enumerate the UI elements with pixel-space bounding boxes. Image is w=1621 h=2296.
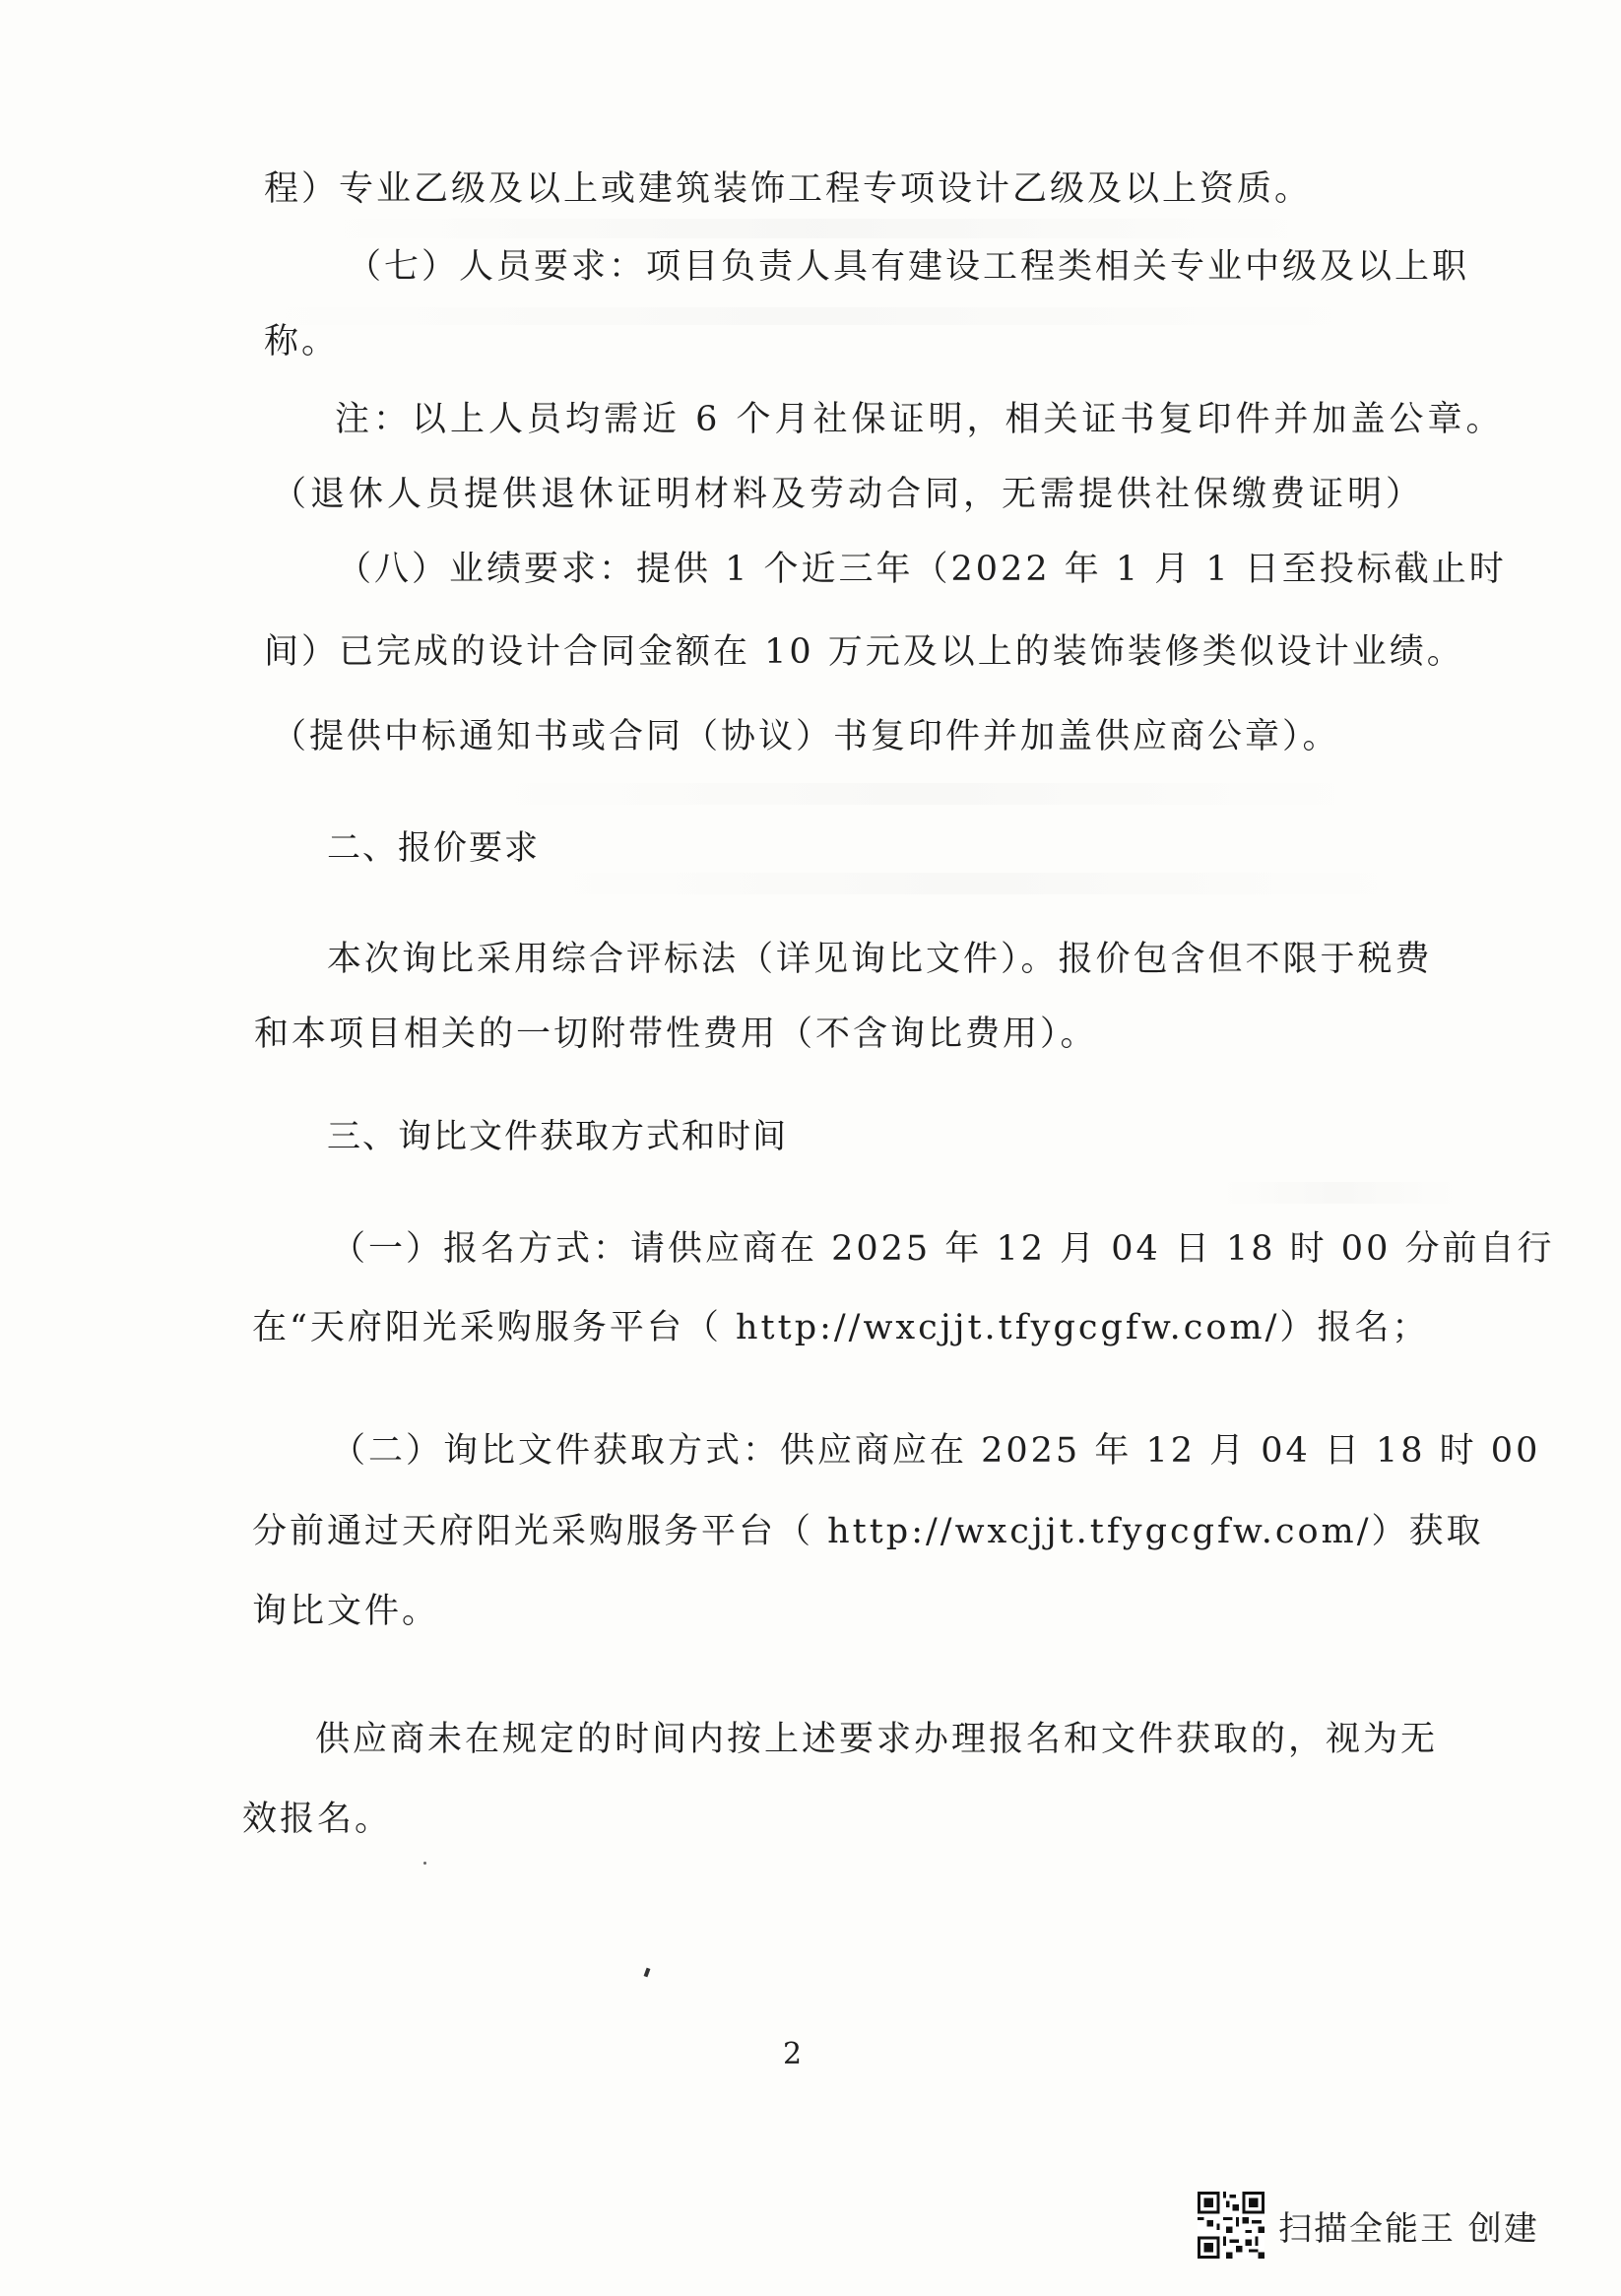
section-heading-quote: 二、报价要求 xyxy=(327,828,540,868)
qr-code-icon xyxy=(1198,2192,1264,2259)
text-line: 询比文件。 xyxy=(252,1592,440,1631)
text-line: 在“天府阳光采购服务平台（ http://wxcjjt.tfygcgfw.com/）报名； xyxy=(252,1308,1430,1347)
bleed-through-texture xyxy=(492,783,1359,805)
bleed-through-texture xyxy=(325,219,1310,238)
text-line: （七）人员要求：项目负责人具有建设工程类相关专业中级及以上职 xyxy=(347,247,1470,287)
text-line: 程）专业乙级及以上或建筑装饰工程专项设计乙级及以上资质。 xyxy=(264,169,1313,209)
text-line: 间）已完成的设计合同金额在 10 万元及以上的装饰装修类似设计业绩。 xyxy=(264,632,1464,672)
scan-speck xyxy=(423,1862,426,1865)
text-line: 称。 xyxy=(264,322,340,361)
bleed-through-texture xyxy=(551,873,1398,894)
text-line: （一）报名方式：请供应商在 2025 年 12 月 04 日 18 时 00 分前自行 xyxy=(331,1229,1555,1269)
text-line: 分前通过天府阳光采购服务平台（ http://wxcjjt.tfygcgfw.com/）获取 xyxy=(252,1512,1484,1551)
bleed-through-texture xyxy=(256,307,1359,325)
text-line: 效报名。 xyxy=(242,1800,393,1839)
note-line: （退休人员提供退休证明材料及劳动合同，无需提供社保缴费证明） xyxy=(272,475,1425,514)
bleed-through-texture xyxy=(1221,1182,1458,1204)
text-line: 供应商未在规定的时间内按上述要求办理报名和文件获取的，视为无 xyxy=(315,1720,1439,1759)
scanner-watermark xyxy=(1198,2193,1539,2258)
watermark-text: 扫描全能王 创建 xyxy=(1278,2208,1539,2249)
section-heading-docs: 三、询比文件获取方式和时间 xyxy=(327,1117,788,1156)
text-line: （二）询比文件获取方式：供应商应在 2025 年 12 月 04 日 18 时 00 xyxy=(331,1431,1541,1471)
text-line: 和本项目相关的一切附带性费用（不含询比费用）。 xyxy=(254,1015,1098,1054)
page-number: 2 xyxy=(783,2037,803,2071)
note-line: 注：以上人员均需近 6 个月社保证明，相关证书复印件并加盖公章。 xyxy=(335,400,1505,439)
text-line: （八）业绩要求：提供 1 个近三年（2022 年 1 月 1 日至投标截止时 xyxy=(337,550,1507,589)
scan-speck xyxy=(644,1968,651,1978)
text-line: 本次询比采用综合评标法（详见询比文件）。报价包含但不限于税费 xyxy=(327,940,1433,979)
text-line: （提供中标通知书或合同（协议）书复印件并加盖供应商公章）。 xyxy=(272,717,1340,756)
